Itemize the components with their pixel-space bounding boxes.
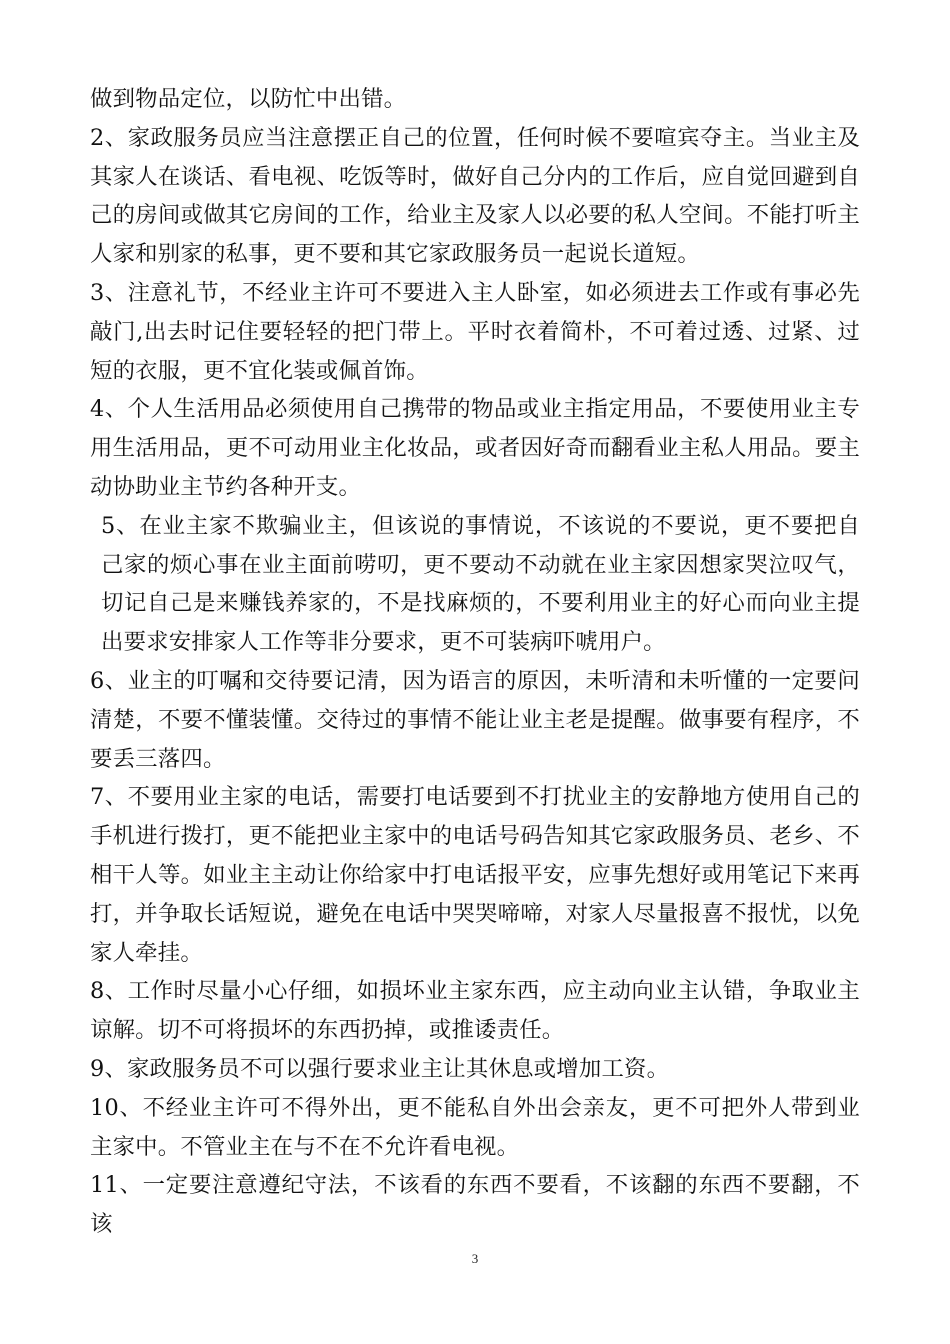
document-body bbox=[90, 80, 860, 1244]
paragraph-item-10: 10、不经业主许可不得外出，更不能私自外出会亲友，更不可把外人带到业主家中。不管业主在与不在不允许看电视。 bbox=[90, 1094, 860, 1160]
paragraph-item-7: 7、不要用业主家的电话，需要打电话要到不打扰业主的安静地方使用自己的手机进行拨打，更不能把业主家中的电话号码告知其它家政服务员、老乡、不相干人等。如业主主动让你给家中打电话报平安，应事先想好或用笔记下来再打，并争取长话短说，避免在电话中哭哭啼啼，对家人尽量报喜不报忧，以免家人牵挂。 bbox=[90, 784, 860, 966]
paragraph-item-4: 4、个人生活用品必须使用自己携带的物品或业主指定用品，不要使用业主专用生活用品，更不可动用业主化妆品，或者因好奇而翻看业主私人用品。要主动协助业主节约各种开支。 bbox=[90, 396, 860, 500]
paragraph-item-8: 8、工作时尽量小心仔细，如损坏业主家东西，应主动向业主认错，争取业主谅解。切不可将损坏的东西扔掉，或推诿责任。 bbox=[90, 978, 860, 1044]
paragraph-item-9: 9、家政服务员不可以强行要求业主让其休息或增加工资。 bbox=[90, 1055, 670, 1082]
page-number: 3 bbox=[471, 1251, 479, 1266]
paragraph-item-11: 11、一定要注意遵纪守法，不该看的东西不要看，不该翻的东西不要翻，不该 bbox=[90, 1172, 860, 1238]
paragraph-item-6: 6、业主的叮嘱和交待要记清，因为语言的原因，未听清和未听懂的一定要问清楚，不要不懂装懂。交待过的事情不能让业主老是提醒。做事要有程序，不要丢三落四。 bbox=[90, 667, 860, 772]
paragraph-continuation: 做到物品定位，以防忙中出错。 bbox=[90, 86, 407, 112]
paragraph-item-3: 3、注意礼节，不经业主许可不要进入主人卧室，如必须进去工作或有事必先敲门,出去时记住要轻轻的把门带上。平时衣着简朴，不可着过透、过紧、过短的衣服，更不宜化装或佩首饰。 bbox=[90, 279, 860, 384]
paragraph-item-5: 5、在业主家不欺骗业主，但该说的事情说，不该说的不要说，更不要把自己家的烦心事在业主面前唠叨，更不要动不动就在业主家因想家哭泣叹气，切记自己是来赚钱养家的，不是找麻烦的，不要利用业主的好心而向业主提出要求安排家人工作等非分要求，更不可装病吓唬用户。 bbox=[101, 512, 860, 656]
paragraph-item-2: 2、家政服务员应当注意摆正自己的位置，任何时候不要喧宾夺主。当业主及其家人在谈话、看电视、吃饭等时，做好自己分内的工作后，应自觉回避到自己的房间或做其它房间的工作，给业主及家人以必要的私人空间。不能打听主人家和别家的私事，更不要和其它家政服务员一起说长道短。 bbox=[90, 124, 860, 268]
